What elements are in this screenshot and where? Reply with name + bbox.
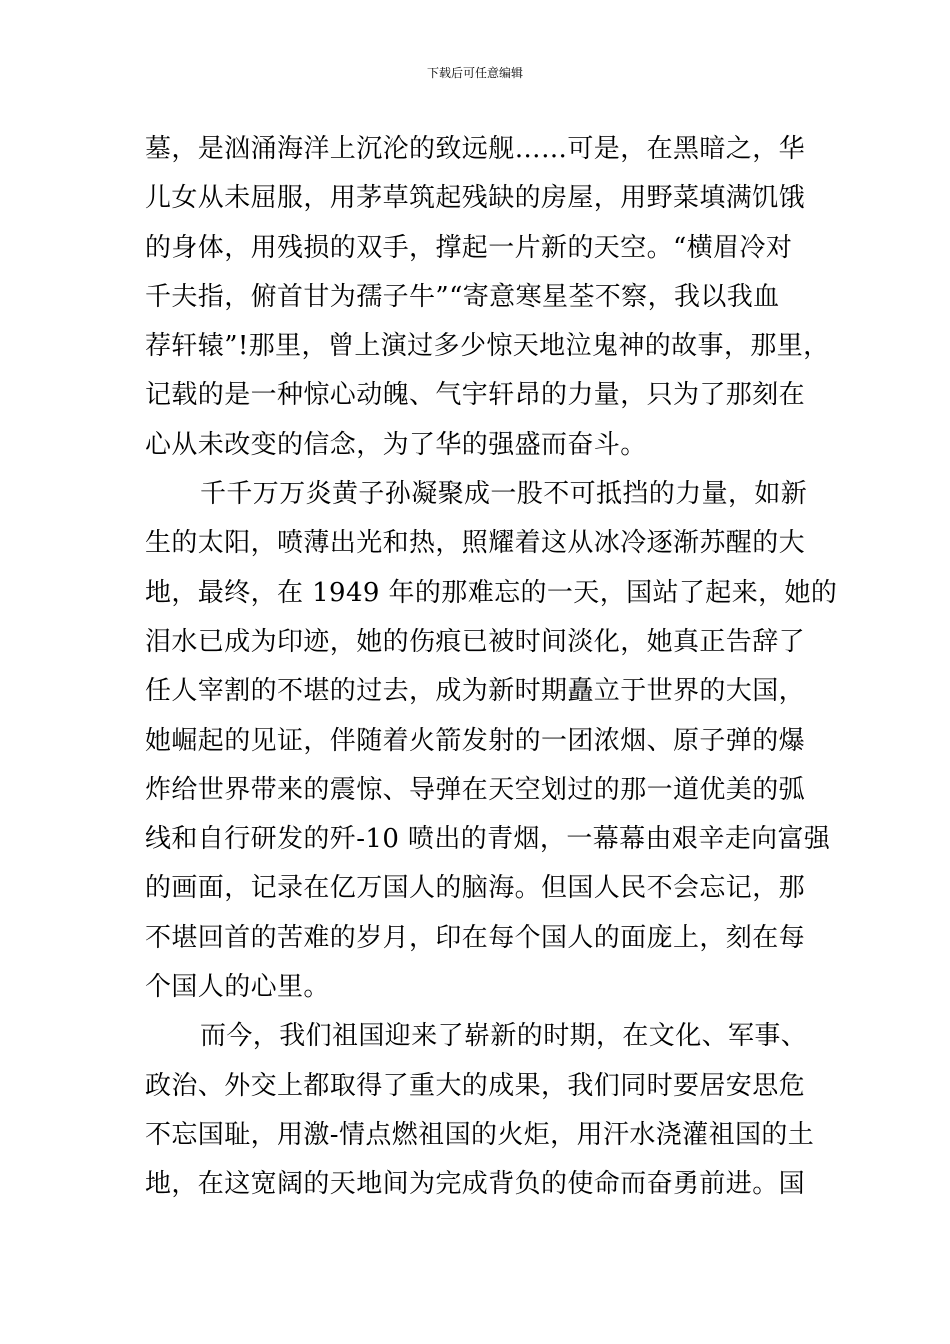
text-line: 地，最终，在 1949 年的那难忘的一天，国站了起来，她的 [145, 577, 838, 608]
text-line: 炸给世界带来的震惊、导弹在天空划过的那一道优美的弧 [145, 774, 806, 805]
text-line: 她崛起的见证，伴随着火箭发射的一团浓烟、原子弹的爆 [145, 725, 806, 756]
text-line: 的画面，记录在亿万国人的脑海。但国人民不会忘记，那 [145, 873, 806, 904]
text-line: 线和自行研发的歼-10 喷出的青烟，一幕幕由艰辛走向富强 [145, 824, 831, 855]
text-line: 不忘国耻，用激-情点燃祖国的火炬，用汗水浇灌祖国的土 [145, 1119, 815, 1150]
text-line: 个国人的心里。 [145, 972, 330, 1003]
paragraph-1 [145, 125, 830, 470]
text-line: 千千万万炎黄子孙凝聚成一股不可抵挡的力量，如新 [200, 479, 808, 510]
document-body [145, 125, 838, 1210]
paragraph-2 [145, 470, 838, 1012]
text-line: 千夫指，俯首甘为孺子牛”“寄意寒星荃不察，我以我血 [145, 281, 780, 312]
text-line: 生的太阳，喷薄出光和热，照耀着这从冰冷逐渐苏醒的大 [145, 528, 806, 559]
text-line: 任人宰割的不堪的过去，成为新时期矗立于世界的大国， [145, 676, 806, 707]
page-header: 下载后可任意编辑 [426, 66, 523, 80]
text-line: 而今，我们祖国迎来了崭新的时期，在文化、军事、 [200, 1021, 808, 1052]
text-line: 墓，是汹涌海洋上沉沦的致远舰……可是，在黑暗之，华 [145, 134, 806, 164]
text-line: 荐轩辕”!那里，曾上演过多少惊天地泣鬼神的故事，那里， [145, 331, 830, 362]
text-line: 政治、外交上都取得了重大的成果，我们同时要居安思危 [145, 1070, 806, 1101]
text-line: 不堪回首的苦难的岁月，印在每个国人的面庞上，刻在每 [145, 922, 806, 953]
text-line: 儿女从未屈服，用茅草筑起残缺的房屋，用野菜填满饥饿 [145, 183, 806, 214]
text-line: 泪水已成为印迹，她的伤痕已被时间淡化，她真正告辞了 [145, 626, 806, 657]
paragraph-3 [145, 1012, 825, 1209]
text-line: 记载的是一种惊心动魄、气宇轩昂的力量，只为了那刻在 [145, 380, 806, 411]
text-line: 心从未改变的信念，为了华的强盛而奋斗。 [145, 429, 647, 460]
text-line: 的身体，用残损的双手，撑起一片新的天空。“横眉冷对 [145, 232, 793, 263]
text-line: 地，在这宽阔的天地间为完成背负的使命而奋勇前进。国 [145, 1169, 806, 1200]
